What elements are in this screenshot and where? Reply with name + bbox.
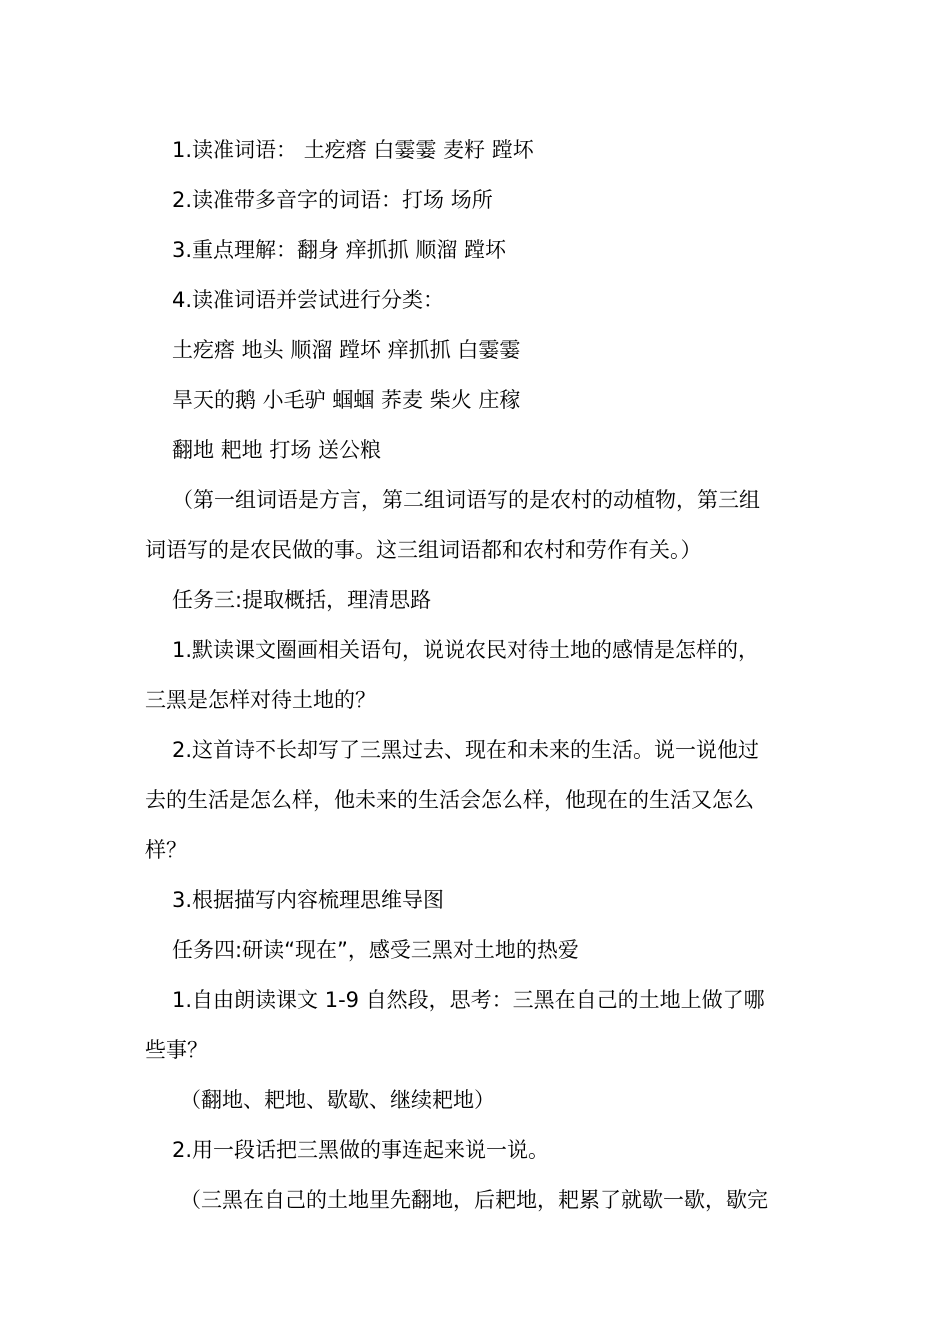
task-three-heading: 任务三:提取概括，理清思路	[172, 588, 432, 612]
text-line-vocab-1: 1.读准词语： 土疙瘩 白霎霎 麦籽 蹚坏	[172, 138, 534, 162]
task-four-answer-1: （翻地、耙地、歇歇、继续耙地）	[180, 1088, 495, 1112]
task-three-item-2-cont: 去的生活是怎么样，他未来的生活会怎么样，他现在的生活又怎么	[145, 788, 754, 812]
text-line-vocab-3: 3.重点理解：翻身 痒抓抓 顺溜 蹚坏	[172, 238, 507, 262]
task-four-item-2: 2.用一段话把三黑做的事连起来说一说。	[172, 1138, 550, 1162]
word-group-3: 翻地 耙地 打场 送公粮	[172, 438, 382, 462]
task-three-item-3: 3.根据描写内容梳理思维导图	[172, 888, 445, 912]
task-four-item-1-cont: 些事？	[145, 1038, 208, 1062]
task-three-item-2: 2.这首诗不长却写了三黑过去、现在和未来的生活。说一说他过	[172, 738, 760, 762]
task-four-item-1: 1.自由朗读课文 1-9 自然段，思考：三黑在自己的土地上做了哪	[172, 988, 765, 1012]
explanation-line-2: 词语写的是农民做的事。这三组词语都和农村和劳作有关。）	[145, 538, 702, 562]
explanation-line-1: （第一组词语是方言，第二组词语写的是农村的动植物，第三组	[172, 488, 760, 512]
task-three-item-2-end: 样？	[145, 838, 187, 862]
word-group-1: 土疙瘩 地头 顺溜 蹚坏 痒抓抓 白霎霎	[172, 338, 521, 362]
text-line-vocab-4: 4.读准词语并尝试进行分类：	[172, 288, 445, 312]
task-three-item-1: 1.默读课文圈画相关语句，说说农民对待土地的感情是怎样的，	[172, 638, 760, 662]
word-group-2: 旱天的鹅 小毛驴 蝈蝈 荞麦 柴火 庄稼	[172, 388, 521, 412]
task-three-item-1-cont: 三黑是怎样对待土地的？	[145, 688, 376, 712]
task-four-answer-2: （三黑在自己的土地里先翻地，后耙地，耙累了就歇一歇，歇完	[180, 1188, 768, 1212]
task-four-heading: 任务四:研读“现在”，感受三黑对土地的热爱	[172, 938, 579, 962]
text-line-vocab-2: 2.读准带多音字的词语：打场 场所	[172, 188, 493, 212]
